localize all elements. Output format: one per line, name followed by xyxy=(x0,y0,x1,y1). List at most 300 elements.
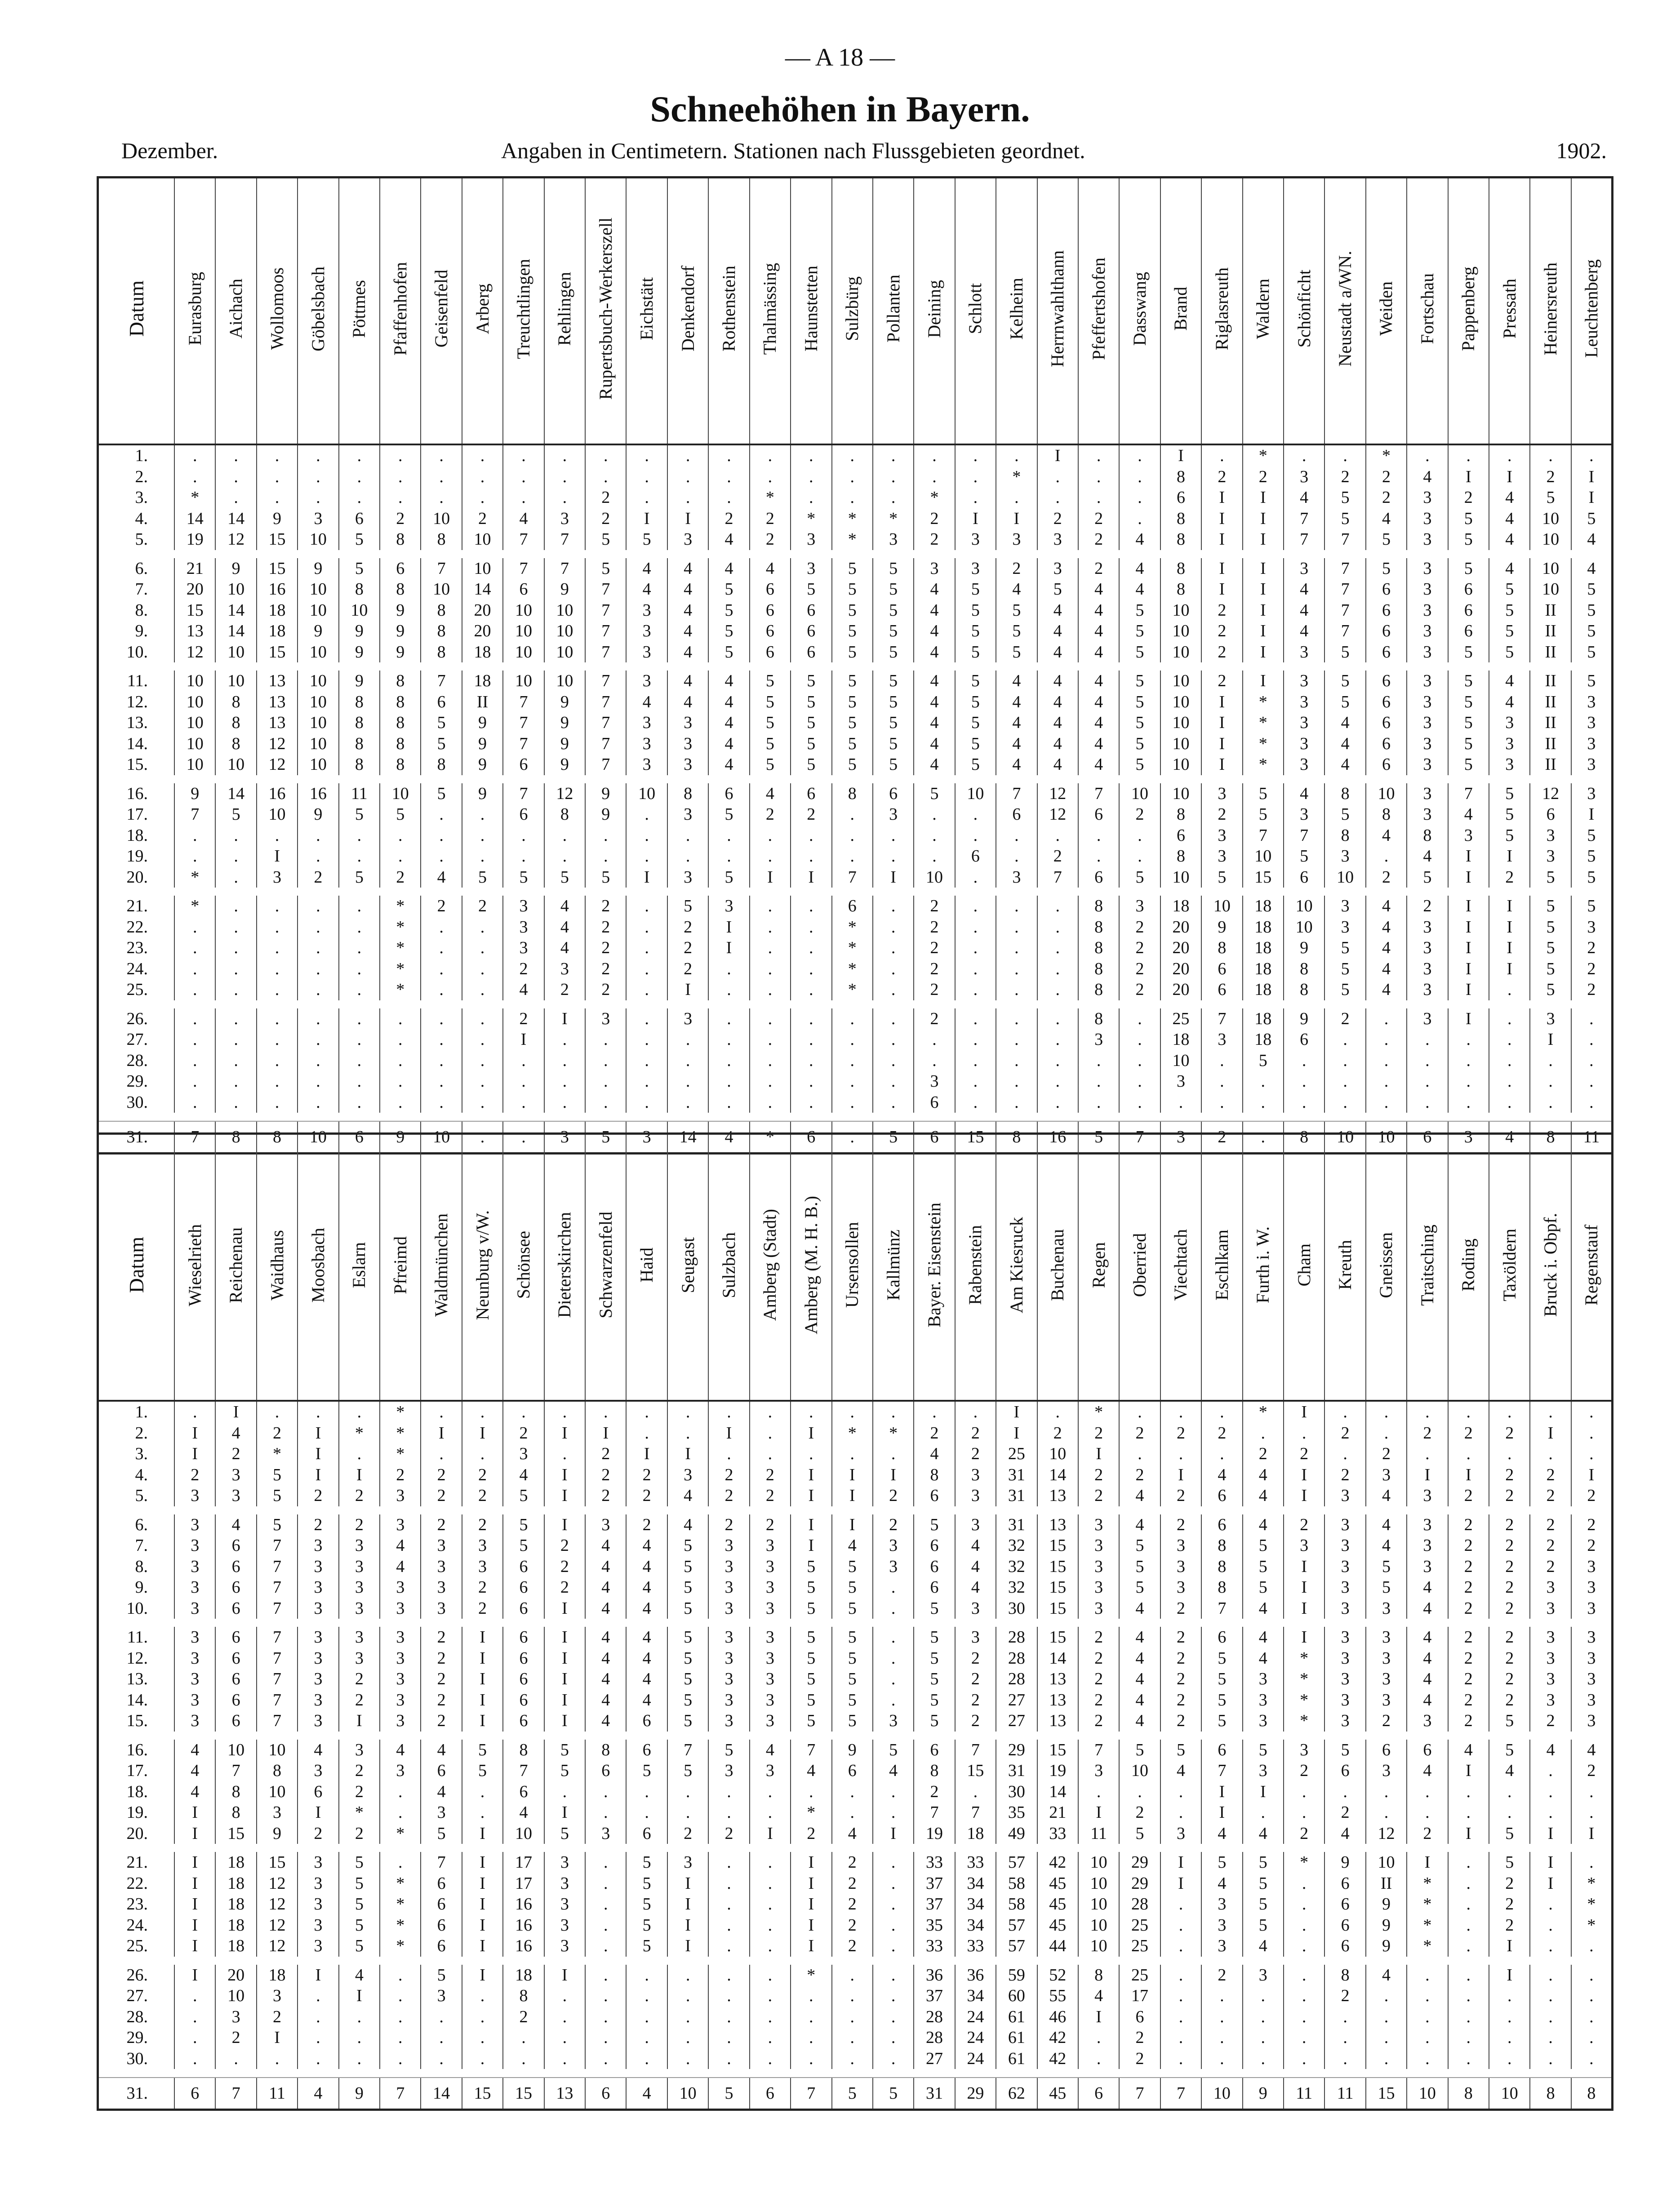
snow-depth-cell: 5 xyxy=(1448,712,1489,733)
snow-depth-cell: 5 xyxy=(750,670,791,692)
snow-depth-cell: . xyxy=(1284,1781,1324,1803)
station-name: Geisenfeld xyxy=(431,270,452,348)
snow-depth-cell: 3 xyxy=(708,896,749,917)
snow-depth-cell: 10 xyxy=(298,529,338,550)
snow-depth-cell: 7 xyxy=(1284,529,1324,550)
snow-depth-cell: 2 xyxy=(1284,1823,1324,1844)
snow-depth-cell: 14 xyxy=(1037,1781,1078,1803)
snow-depth-cell: 4 xyxy=(298,2078,338,2110)
snow-depth-cell: 5 xyxy=(791,754,831,775)
snow-depth-cell: 13 xyxy=(257,670,298,692)
snow-depth-cell: 2 xyxy=(215,1443,256,1465)
snow-depth-cell: 15 xyxy=(1037,1627,1078,1648)
snow-depth-cell: 2 xyxy=(421,1690,462,1711)
snow-depth-cell: 2 xyxy=(1489,1894,1530,1915)
snow-depth-cell: . xyxy=(832,444,873,466)
snow-depth-cell: 4 xyxy=(1284,579,1324,600)
snow-depth-cell: 2 xyxy=(1489,1465,1530,1486)
snow-depth-cell: 2 xyxy=(1366,1443,1407,1465)
table-row xyxy=(98,825,1613,846)
snow-depth-cell: I xyxy=(174,1852,215,1873)
snow-depth-cell: . xyxy=(626,804,667,825)
snow-depth-cell: 6 xyxy=(1407,1121,1448,1154)
snow-depth-cell: 3 xyxy=(1284,670,1324,692)
snow-depth-cell: . xyxy=(421,917,462,938)
snow-depth-cell: . xyxy=(1530,1985,1571,2007)
snow-depth-cell: . xyxy=(1201,1985,1242,2007)
snow-depth-cell: . xyxy=(503,846,544,867)
snow-depth-cell: 27 xyxy=(996,1690,1037,1711)
snow-depth-cell: 2 xyxy=(298,867,338,888)
snow-depth-cell: 33 xyxy=(955,1852,996,1873)
snow-depth-cell: * xyxy=(832,937,873,959)
table-row xyxy=(98,1465,1613,1486)
station-name: Pfreimd xyxy=(390,1236,410,1294)
snow-depth-cell: . xyxy=(298,825,338,846)
snow-depth-cell: . xyxy=(1201,1071,1242,1092)
snow-depth-cell: I xyxy=(503,1029,544,1050)
snow-depth-cell: 15 xyxy=(955,1760,996,1781)
date-cell: 15. xyxy=(126,1711,148,1731)
snow-depth-cell: . xyxy=(380,444,421,466)
snow-depth-cell: 5 xyxy=(1366,1556,1407,1577)
snow-depth-cell: . xyxy=(667,1092,708,1113)
snow-depth-cell: 5 xyxy=(791,1710,831,1732)
table-row xyxy=(98,712,1613,733)
snow-depth-cell: . xyxy=(626,2027,667,2048)
snow-depth-cell: 2 xyxy=(1324,1802,1365,1823)
snow-depth-cell: 14 xyxy=(667,1121,708,1154)
snow-depth-cell: * xyxy=(380,1401,421,1423)
snow-depth-cell: 5 xyxy=(667,1598,708,1619)
snow-depth-cell: 15 xyxy=(955,1121,996,1154)
snow-depth-cell: 5 xyxy=(955,733,996,755)
snow-depth-cell: 10 xyxy=(298,670,338,692)
snow-depth-cell: 3 xyxy=(585,1008,626,1030)
snow-depth-cell: 15 xyxy=(1037,1535,1078,1556)
snow-depth-cell: 6 xyxy=(1160,487,1201,508)
snow-depth-cell: 3 xyxy=(708,1556,749,1577)
snow-depth-cell: 5 xyxy=(1366,1577,1407,1598)
snow-depth-cell: . xyxy=(174,1071,215,1092)
snow-depth-cell: 5 xyxy=(1571,508,1613,529)
snow-depth-cell: 5 xyxy=(1243,1894,1284,1915)
snow-depth-cell: 6 xyxy=(1366,579,1407,600)
station-header xyxy=(750,178,791,445)
snow-depth-cell: 4 xyxy=(380,1740,421,1761)
snow-depth-cell: . xyxy=(750,1936,791,1957)
snow-depth-cell: 3 xyxy=(1284,1535,1324,1556)
snow-depth-cell: 2 xyxy=(339,1781,380,1803)
snow-depth-cell: 3 xyxy=(1571,1598,1613,1619)
snow-depth-cell: . xyxy=(544,1029,585,1050)
snow-depth-cell: . xyxy=(421,2007,462,2028)
date-cell: 5. xyxy=(135,530,148,549)
station-name: Gneissen xyxy=(1376,1232,1396,1298)
station-name: Cham xyxy=(1293,1243,1314,1287)
snow-depth-cell: . xyxy=(1324,1050,1365,1071)
snow-depth-cell: 2 xyxy=(1530,1514,1571,1536)
snow-depth-cell: * xyxy=(1284,1710,1324,1732)
station-header xyxy=(1078,1134,1119,1401)
snow-depth-cell: 6 xyxy=(791,783,831,804)
snow-depth-cell: 5 xyxy=(832,2078,873,2110)
snow-depth-cell: 5 xyxy=(1489,825,1530,846)
snow-depth-cell: 4 xyxy=(1284,783,1324,804)
snow-depth-cell: 9 xyxy=(462,712,503,733)
snow-depth-cell: I xyxy=(462,1627,503,1648)
snow-depth-cell: I xyxy=(996,508,1037,529)
snow-depth-cell: 10 xyxy=(914,867,955,888)
snow-depth-cell: . xyxy=(462,2027,503,2048)
snow-depth-cell: 18 xyxy=(462,642,503,663)
snow-depth-cell: 3 xyxy=(667,867,708,888)
snow-depth-cell: 3 xyxy=(750,1648,791,1669)
snow-depth-cell: 42 xyxy=(1037,1852,1078,1873)
snow-depth-cell: 4 xyxy=(585,1648,626,1669)
snow-depth-cell: 10 xyxy=(215,1985,256,2007)
snow-depth-cell: . xyxy=(421,846,462,867)
date-cell: 24. xyxy=(126,1915,148,1935)
snow-depth-cell: 4 xyxy=(1324,733,1365,755)
snow-depth-cell: 6 xyxy=(832,1760,873,1781)
snow-depth-cell: . xyxy=(914,466,955,488)
snow-depth-cell: 2 xyxy=(750,529,791,550)
snow-depth-cell: 6 xyxy=(1284,1029,1324,1050)
snow-depth-cell: 8 xyxy=(339,754,380,775)
snow-depth-cell: 9 xyxy=(1366,1915,1407,1936)
snow-depth-cell: . xyxy=(544,846,585,867)
snow-depth-cell: 4 xyxy=(750,1740,791,1761)
snow-depth-cell: 2 xyxy=(585,937,626,959)
snow-depth-cell: 4 xyxy=(1366,917,1407,938)
snow-depth-cell: * xyxy=(750,487,791,508)
snow-depth-cell: . xyxy=(215,896,256,917)
table-row xyxy=(98,1627,1613,1648)
snow-depth-cell: . xyxy=(955,1781,996,1803)
snow-depth-cell: . xyxy=(873,1071,914,1092)
snow-depth-cell: . xyxy=(626,846,667,867)
snow-depth-cell: . xyxy=(1448,1894,1489,1915)
snow-depth-cell: 5 xyxy=(1489,783,1530,804)
snow-depth-cell: . xyxy=(791,917,831,938)
snow-depth-cell: 5 xyxy=(791,1556,831,1577)
snow-depth-cell: 5 xyxy=(1448,733,1489,755)
station-name: Rupertsbuch-Werkerszell xyxy=(595,218,616,400)
snow-depth-cell: 5 xyxy=(1571,579,1613,600)
snow-depth-cell: . xyxy=(339,1071,380,1092)
snow-depth-cell: 3 xyxy=(914,1071,955,1092)
snow-depth-cell: 4 xyxy=(503,508,544,529)
snow-depth-cell: 5 xyxy=(626,529,667,550)
snow-depth-cell: . xyxy=(708,487,749,508)
snow-depth-cell: . xyxy=(626,1781,667,1803)
snow-depth-cell: 4 xyxy=(1078,600,1119,621)
snow-depth-cell: . xyxy=(1201,444,1242,466)
snow-depth-cell: 2 xyxy=(1078,529,1119,550)
snow-depth-cell: 14 xyxy=(421,2078,462,2110)
snow-depth-cell: 3 xyxy=(791,529,831,550)
table-row xyxy=(98,2078,1613,2110)
snow-depth-cell: 4 xyxy=(174,1781,215,1803)
snow-depth-cell: . xyxy=(1407,1071,1448,1092)
snow-depth-cell: . xyxy=(626,1802,667,1823)
snow-depth-cell: . xyxy=(215,825,256,846)
station-name: Dieterskirchen xyxy=(554,1212,575,1318)
snow-depth-cell: . xyxy=(462,1443,503,1465)
snow-depth-cell: . xyxy=(380,1802,421,1823)
snow-depth-cell: 57 xyxy=(996,1915,1037,1936)
date-cell: 13. xyxy=(126,713,148,733)
snow-depth-cell: . xyxy=(832,1008,873,1030)
station-header xyxy=(1448,1134,1489,1401)
snow-depth-cell: 3 xyxy=(1284,1740,1324,1761)
date-cell: 24. xyxy=(126,959,148,978)
snow-depth-cell: 3 xyxy=(1489,754,1530,775)
snow-depth-cell: 5 xyxy=(791,1598,831,1619)
snow-depth-cell: 10 xyxy=(1160,600,1201,621)
snow-depth-cell: . xyxy=(955,487,996,508)
snow-depth-cell: 2 xyxy=(1571,1535,1613,1556)
station-header xyxy=(215,178,256,445)
snow-depth-cell: 3 xyxy=(298,1648,338,1669)
snow-depth-cell: . xyxy=(832,825,873,846)
snow-depth-cell: 4 xyxy=(503,1465,544,1486)
snow-depth-cell: 7 xyxy=(832,867,873,888)
snow-depth-cell: 5 xyxy=(585,529,626,550)
snow-depth-cell: . xyxy=(1448,1050,1489,1071)
snow-depth-cell: 7 xyxy=(585,733,626,755)
snow-depth-cell: 5 xyxy=(1284,846,1324,867)
snow-depth-cell: 10 xyxy=(215,579,256,600)
snow-depth-cell: . xyxy=(708,1936,749,1957)
snow-depth-cell: 3 xyxy=(1407,959,1448,980)
snow-depth-cell: 4 xyxy=(914,754,955,775)
snow-depth-cell: I xyxy=(791,1894,831,1915)
snow-depth-cell: 2 xyxy=(1201,600,1242,621)
table-row xyxy=(98,1985,1613,2007)
snow-depth-cell: 5 xyxy=(1530,896,1571,917)
station-name: Furth i. W. xyxy=(1253,1226,1273,1304)
table-row xyxy=(98,867,1613,888)
snow-depth-cell: 6 xyxy=(298,1781,338,1803)
snow-depth-cell: 4 xyxy=(1571,529,1613,550)
date-cell: 21. xyxy=(126,1853,148,1872)
snow-depth-cell: I xyxy=(832,1514,873,1536)
snow-depth-cell: . xyxy=(1366,1401,1407,1423)
table-row xyxy=(98,529,1613,550)
snow-depth-cell: . xyxy=(873,2027,914,2048)
snow-depth-cell: 4 xyxy=(585,1710,626,1732)
snow-depth-cell: . xyxy=(1571,1071,1613,1092)
snow-depth-cell: 10 xyxy=(544,670,585,692)
snow-depth-cell: . xyxy=(873,1894,914,1915)
snow-depth-cell: 5 xyxy=(626,1894,667,1915)
snow-depth-cell: 3 xyxy=(1571,783,1613,804)
snow-depth-cell: 6 xyxy=(503,1781,544,1803)
snow-depth-cell: 4 xyxy=(1243,1648,1284,1669)
snow-depth-cell: 5 xyxy=(1243,1915,1284,1936)
snow-depth-cell: 3 xyxy=(1571,1690,1613,1711)
snow-depth-cell: 2 xyxy=(462,1485,503,1506)
snow-depth-cell: 5 xyxy=(873,733,914,755)
snow-depth-cell: . xyxy=(1119,825,1160,846)
snow-depth-cell: 28 xyxy=(996,1627,1037,1648)
snow-depth-cell: 5 xyxy=(503,867,544,888)
snow-depth-cell: . xyxy=(1407,1092,1448,1113)
snow-depth-cell: . xyxy=(1243,2048,1284,2069)
snow-depth-cell: I xyxy=(1284,1598,1324,1619)
snow-depth-cell: 5 xyxy=(832,754,873,775)
snow-depth-cell: 18 xyxy=(1160,1029,1201,1050)
snow-depth-cell: . xyxy=(380,1071,421,1092)
snow-depth-cell: . xyxy=(667,846,708,867)
snow-depth-cell: 6 xyxy=(1324,1936,1365,1957)
snow-depth-cell: II xyxy=(1530,642,1571,663)
snow-depth-cell: 3 xyxy=(1160,1071,1201,1092)
snow-depth-cell: 5 xyxy=(1119,733,1160,755)
snow-depth-cell: . xyxy=(380,487,421,508)
snow-depth-cell: 6 xyxy=(339,1121,380,1154)
snow-depth-cell: I xyxy=(1571,1823,1613,1844)
snow-depth-cell: . xyxy=(174,937,215,959)
snow-depth-cell: 3 xyxy=(1324,1598,1365,1619)
snow-depth-cell: 10 xyxy=(298,733,338,755)
snow-depth-cell: . xyxy=(1489,444,1530,466)
snow-depth-cell: 5 xyxy=(544,1760,585,1781)
table-row xyxy=(98,621,1613,642)
table-row xyxy=(98,1514,1613,1536)
table-row xyxy=(98,2027,1613,2048)
snow-depth-cell: 5 xyxy=(873,670,914,692)
snow-depth-cell: 4 xyxy=(1407,846,1448,867)
snow-depth-cell: 8 xyxy=(380,692,421,713)
snow-depth-cell: . xyxy=(544,1401,585,1423)
snow-depth-cell: I xyxy=(174,1873,215,1894)
snow-depth-cell: 6 xyxy=(503,1648,544,1669)
snow-depth-cell: . xyxy=(832,2027,873,2048)
snow-depth-cell: 5 xyxy=(257,1465,298,1486)
snow-depth-cell: I xyxy=(1160,1465,1201,1486)
snow-depth-cell: 8 xyxy=(339,692,380,713)
snow-depth-cell: * xyxy=(380,1423,421,1444)
snow-depth-cell: 2 xyxy=(914,1423,955,1444)
snow-depth-cell: 5 xyxy=(667,1556,708,1577)
station-header xyxy=(708,1134,749,1401)
snow-depth-cell: . xyxy=(1160,1781,1201,1803)
snow-depth-cell: 5 xyxy=(791,692,831,713)
snow-depth-cell: 4 xyxy=(1407,1598,1448,1619)
snow-depth-cell: 13 xyxy=(1037,1669,1078,1690)
snow-depth-cell: 3 xyxy=(1530,1577,1571,1598)
snow-depth-cell: I xyxy=(996,1401,1037,1423)
table-row xyxy=(98,917,1613,938)
snow-depth-cell: . xyxy=(1530,1965,1571,1986)
snow-depth-cell: . xyxy=(421,937,462,959)
snow-depth-cell: 2 xyxy=(503,959,544,980)
snow-depth-cell: 7 xyxy=(1160,2078,1201,2110)
snow-depth-cell: . xyxy=(791,444,831,466)
snow-depth-cell: 3 xyxy=(215,1485,256,1506)
snow-depth-cell: * xyxy=(1243,1401,1284,1423)
snow-depth-cell: . xyxy=(626,2007,667,2028)
snow-depth-cell: . xyxy=(1407,1985,1448,2007)
snow-depth-cell: 8 xyxy=(1160,579,1201,600)
snow-depth-cell: I xyxy=(544,1485,585,1506)
snow-depth-cell: . xyxy=(791,959,831,980)
snow-depth-cell: . xyxy=(339,2007,380,2028)
snow-depth-cell: 2 xyxy=(750,804,791,825)
snow-depth-cell: 7 xyxy=(585,670,626,692)
snow-depth-cell: 4 xyxy=(1366,508,1407,529)
snow-depth-cell: 14 xyxy=(1037,1648,1078,1669)
snow-depth-cell: 2 xyxy=(1366,466,1407,488)
station-header xyxy=(1448,178,1489,445)
snow-depth-cell: . xyxy=(1160,1443,1201,1465)
snow-depth-cell: 6 xyxy=(503,754,544,775)
snow-depth-cell: 2 xyxy=(421,1627,462,1648)
snow-depth-cell: . xyxy=(1571,1443,1613,1465)
snow-depth-cell: . xyxy=(708,1894,749,1915)
snow-depth-cell: 7 xyxy=(585,712,626,733)
snow-depth-cell: 5 xyxy=(257,1514,298,1536)
snow-depth-cell: I xyxy=(462,1710,503,1732)
snow-depth-cell: 21 xyxy=(174,558,215,579)
snow-depth-cell: 2 xyxy=(791,804,831,825)
snow-depth-cell: 4 xyxy=(585,1577,626,1598)
snow-depth-cell: 3 xyxy=(750,1627,791,1648)
snow-depth-cell: I xyxy=(1571,804,1613,825)
snow-depth-cell: 3 xyxy=(1366,1760,1407,1781)
snow-depth-cell: 5 xyxy=(832,733,873,755)
snow-depth-cell: 2 xyxy=(1489,1598,1530,1619)
snow-depth-cell: 4 xyxy=(1489,487,1530,508)
station-header xyxy=(503,178,544,445)
snow-depth-cell: 7 xyxy=(544,529,585,550)
snow-depth-cell: 3 xyxy=(298,508,338,529)
snow-depth-cell: 24 xyxy=(955,2007,996,2028)
snow-depth-cell: . xyxy=(750,444,791,466)
station-header xyxy=(380,1134,421,1401)
table-row xyxy=(98,1873,1613,1894)
snow-depth-cell: 12 xyxy=(257,1915,298,1936)
snow-depth-cell: 4 xyxy=(626,1577,667,1598)
snow-depth-cell: 3 xyxy=(1571,692,1613,713)
snow-depth-cell: I xyxy=(1448,1760,1489,1781)
station-name: Rabenstein xyxy=(965,1225,986,1305)
snow-depth-cell: . xyxy=(1284,1423,1324,1444)
snow-depth-cell: 3 xyxy=(626,1121,667,1154)
snow-depth-cell: 34 xyxy=(955,1985,996,2007)
snow-depth-cell: 10 xyxy=(298,692,338,713)
snow-depth-cell: 2 xyxy=(1448,1669,1489,1690)
snow-depth-cell: 6 xyxy=(955,846,996,867)
snow-depth-cell: 4 xyxy=(1201,1823,1242,1844)
snow-depth-cell: 5 xyxy=(1448,558,1489,579)
snow-depth-cell: . xyxy=(585,1071,626,1092)
snow-table-body xyxy=(98,1401,1613,2110)
snow-depth-cell: 3 xyxy=(585,1823,626,1844)
snow-depth-cell: * xyxy=(380,1936,421,1957)
snow-depth-cell: 8 xyxy=(585,1740,626,1761)
snow-depth-cell: II xyxy=(1530,621,1571,642)
snow-depth-cell: 13 xyxy=(174,621,215,642)
date-cell: 7. xyxy=(135,580,148,599)
snow-depth-cell: 5 xyxy=(339,1936,380,1957)
snow-depth-cell: 5 xyxy=(1119,692,1160,713)
snow-depth-cell: . xyxy=(750,1985,791,2007)
snow-depth-cell: I xyxy=(1284,1627,1324,1648)
